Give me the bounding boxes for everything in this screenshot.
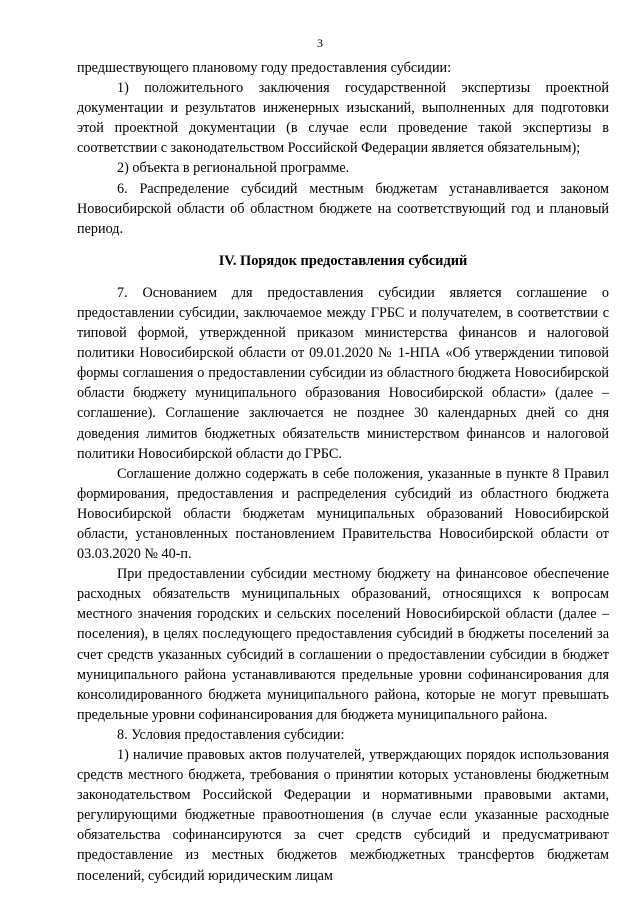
- paragraph-7: 7. Основанием для предоставления субсидии является соглашение о предоставлении субсидии, заключаемое между ГРБС и получателем, в соответствии с типовой формой, утвержденной приказом министерства финансов и налоговой политики Новосибирской области от 09.01.2020 № 1-НПА «Об утверждении типовой формы соглашения о предоставлении субсидии из областного бюджета Новосибирской области бюджету муниципального образования Новосибирской области» (далее – соглашение). Соглашение заключается не позднее 30 календарных дней со дня доведения лимитов бюджетных обязательств министерством финансов и налоговой политики Новосибирской области до ГРБС.: [77, 284, 609, 462]
- paragraph-6: 6. Распределение субсидий местным бюджетам устанавливается законом Новосибирской области об областном бюджете на соответствующий год и плановый период.: [77, 180, 609, 237]
- paragraph-8-item-1: 1) наличие правовых актов получателей, утверждающих порядок использования средств местного бюджета, требования о принятии которых установлены бюджетным законодательством Российской Федерации и нормативными правовыми актами, регулирующими бюджетные правоотношения (в случае если указанные расходные обязательства софинансируются за счет средств субсидий и предусматривают предоставление из местных бюджетов межбюджетных трансфертов бюджетам поселений, субсидий юридическим лицам: [77, 747, 609, 884]
- page-number: 3: [317, 36, 323, 50]
- paragraph-continuation: предшествующего плановому году предоставления субсидии:: [77, 60, 452, 76]
- paragraph-item-1: 1) положительного заключения государственной экспертизы проектной документации и результатов инженерных изысканий, выполненных для подготовки этой проектной документации (в случае если проведение такой экспертизы в соответствии с законодательством Российской Федерации является обязательным);: [77, 80, 609, 157]
- document-body: [77, 58, 609, 886]
- paragraph-8: 8. Условия предоставления субсидии:: [117, 726, 345, 743]
- paragraph-cofinancing: При предоставлении субсидии местному бюджету на финансовое обеспечение расходных обязательств муниципальных образований, относящихся к вопросам местного значения городских и сельских поселений Новосибирской области (далее – поселения), в целях последующего предоставления субсидий в бюджеты поселений за счет средств указанных субсидий в соглашении о предоставлении субсидии в бюджет муниципального района устанавливаются предельные уровни софинансирования для консолидированного бюджета муниципального района, которые не могут превышать предельные уровни софинансирования для бюджета муниципального района.: [77, 566, 609, 723]
- section-heading: IV. Порядок предоставления субсидий: [218, 252, 468, 269]
- paragraph-agreement-content: Соглашение должно содержать в себе положения, указанные в пункте 8 Правил формирования, предоставления и распределения субсидий из областного бюджета Новосибирской области бюджетам муниципальных образований Новосибирской области, установленных постановлением Правительства Новосибирской области от 03.03.2020 № 40-п.: [77, 465, 609, 563]
- paragraph-item-2: 2) объекта в региональной программе.: [117, 160, 350, 177]
